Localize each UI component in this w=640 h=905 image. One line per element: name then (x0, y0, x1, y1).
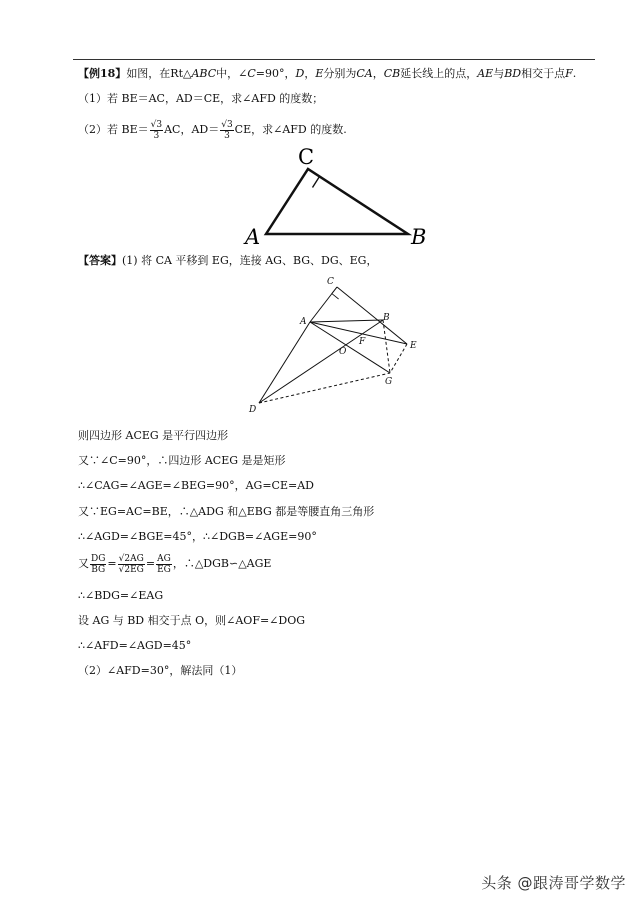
step-4: 又∵EG=AC=BE，∴△ADG 和△EBG 都是等腰直角三角形 (78, 505, 375, 518)
fraction-sqrt3-over-3-second: $\frac{√3}{3}$ (221, 119, 233, 141)
triangle-abc (266, 169, 408, 234)
step-8: 设 AG 与 BD 相交于点 O，则∠AOF=∠DOG (78, 614, 306, 627)
fraction-dg-bg: $\frac{DG}{BG}$ (91, 553, 106, 575)
label-c: C (327, 277, 334, 287)
step-10: （2）∠AFD=30°，解法同（1） (78, 664, 243, 677)
label-o: O (339, 347, 347, 357)
header-rule (73, 59, 595, 60)
construction-figure (240, 270, 430, 420)
seg-bd (259, 320, 383, 403)
fraction-root2ag-root2eg: $\frac{√2AG}{√2EG}$ (118, 553, 144, 575)
problem-line-1: 【例18】如图，在Rt△ABC中，∠C=90°，D，E分别为CA，CB延长线上的点，AE与BD相交于点F. (78, 67, 577, 80)
seg-ad (259, 322, 310, 403)
step-6: 又 $\frac{DG}{BG}$ = $\frac{√2AG}{√2EG}$ = $\frac{AG}{EG}$ ，∴△DGB∽△AGE (78, 553, 272, 575)
triangle-figure (240, 140, 440, 255)
problem-question-1: （1）若 BE＝AC，AD＝CE，求∠AFD 的度数； (78, 92, 324, 105)
step-3: ∴∠CAG=∠AGE=∠BEG=90°，AG=CE=AD (78, 479, 314, 492)
seg-ag (310, 322, 390, 373)
label-a: A (300, 317, 307, 327)
label-f: F (359, 337, 366, 347)
step-9: ∴∠AFD=∠AGD=45° (78, 639, 192, 652)
step-1: 则四边形 ACEG 是平行四边形 (78, 429, 229, 442)
label-e: E (410, 341, 417, 351)
label-b: B (411, 225, 427, 249)
label-c: C (298, 145, 315, 169)
seg-ab (310, 320, 383, 322)
label-a: A (245, 225, 261, 249)
watermark: 头条 @跟涛哥学数学 (481, 874, 626, 892)
problem-question-2: （2）若 BE＝ $\frac{√3}{3}$ AC，AD＝ $\frac{√3}{3}$ CE，求∠AFD 的度数. (78, 119, 347, 141)
seg-eg (390, 344, 407, 373)
step-5: ∴∠AGD=∠BGE=45°，∴∠DGB=∠AGE=90° (78, 530, 317, 543)
label-d: D (249, 405, 257, 415)
seg-ce (337, 287, 407, 344)
step-7: ∴∠BDG=∠EAG (78, 589, 164, 602)
label-g: G (385, 377, 393, 387)
fraction-ag-eg: $\frac{AG}{EG}$ (157, 553, 171, 575)
fraction-sqrt3-over-3: $\frac{√3}{3}$ (150, 119, 163, 141)
problem-tag: 【例18】 (78, 67, 127, 80)
seg-dg (259, 373, 393, 403)
step-2: 又∵∠C=90°，∴四边形 ACEG 是是矩形 (78, 454, 286, 467)
label-b: B (383, 313, 390, 323)
answer-tag: 【答案】 (78, 254, 122, 267)
answer-intro: 【答案】(1) 将 CA 平移到 EG，连接 AG、BG、DG、EG， (78, 254, 378, 267)
